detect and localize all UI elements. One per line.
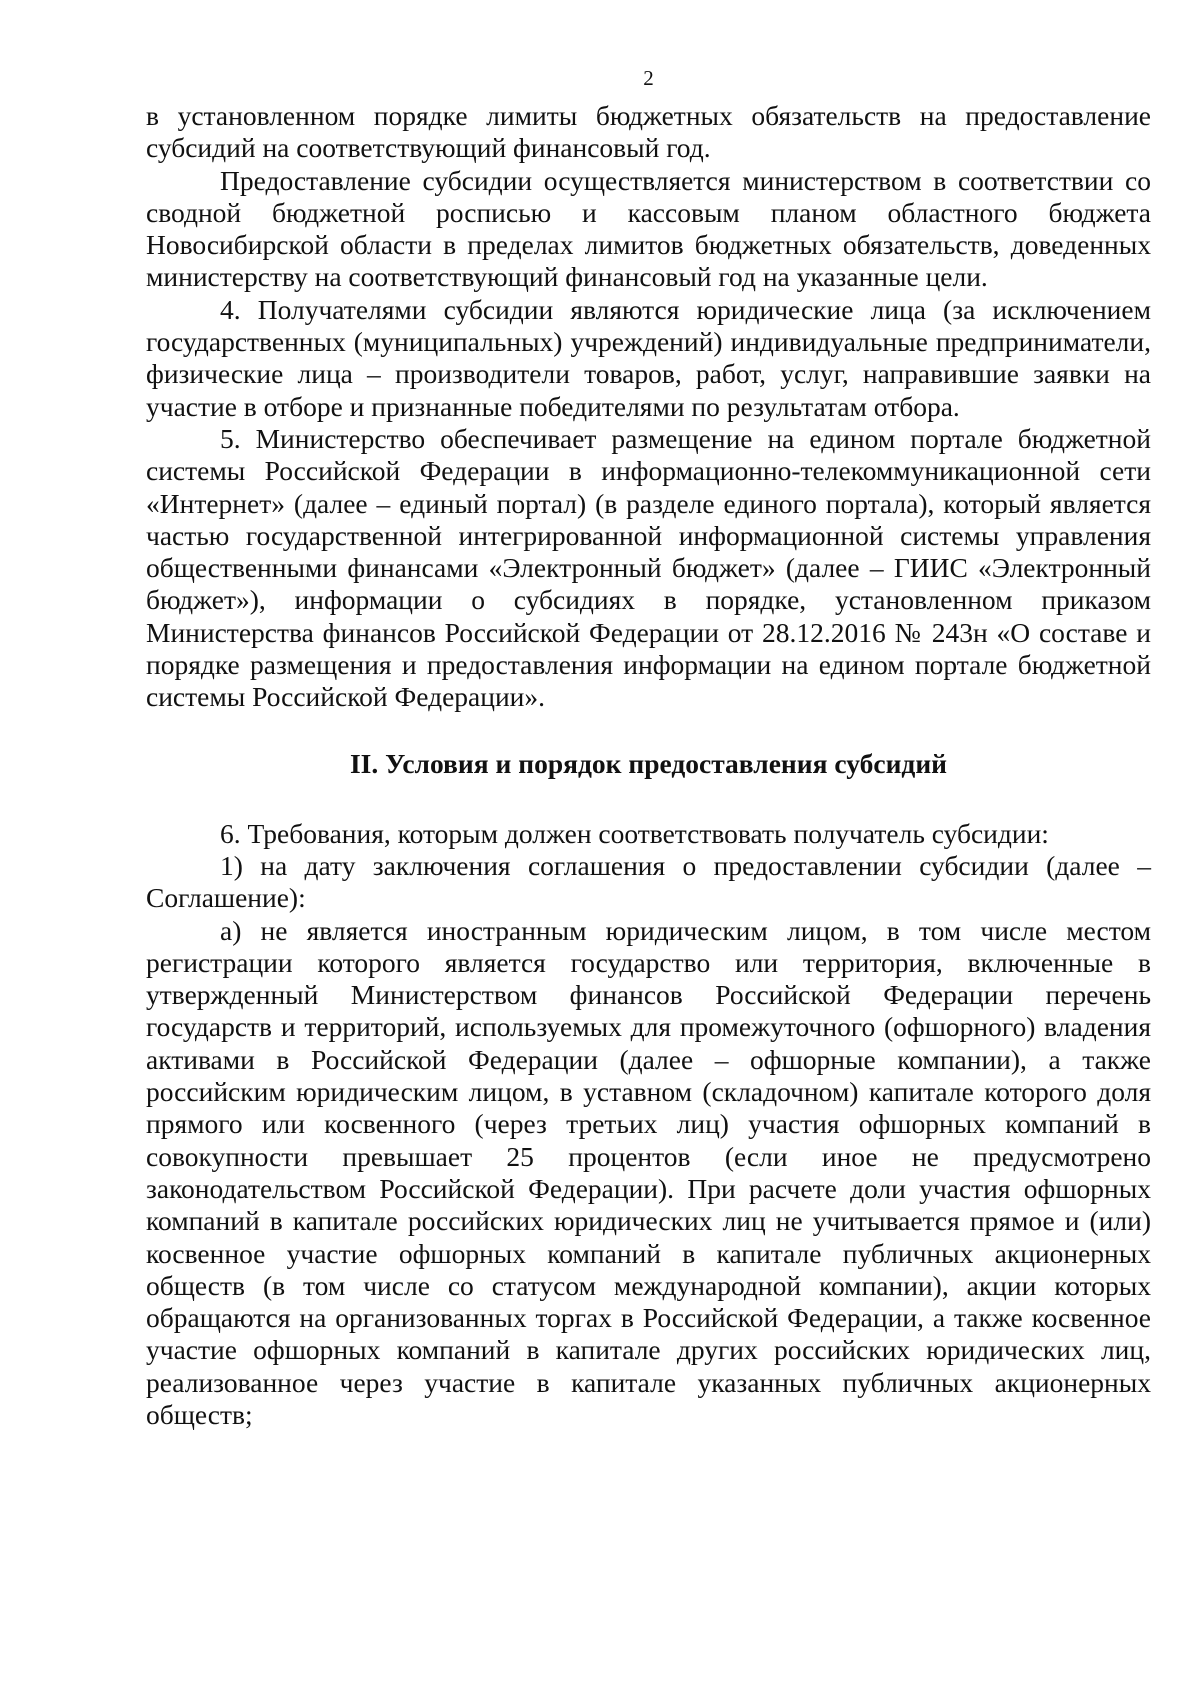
document-page xyxy=(146,66,1151,1431)
paragraph-subitem-1: 1) на дату заключения соглашения о предоставлении субсидии (далее – Соглашение): xyxy=(146,849,1151,914)
page-number: 2 xyxy=(643,66,654,90)
paragraph-item-4: 4. Получателями субсидии являются юридические лица (за исключением государственных (муниципальных) учреждений) индивидуальные предприниматели, физические лица – производители товаров, работ, услуг, направившие заявки на участие в отборе и признанные победителями по результатам отбора. xyxy=(146,293,1151,422)
paragraph-continuation: в установленном порядке лимиты бюджетных обязательств на предоставление субсидий на соответствующий финансовый год. xyxy=(146,100,1151,164)
paragraph-subsidy-provision: Предоставление субсидии осуществляется министерством в соответствии со сводной бюджетной росписью и кассовым планом областного бюджета Новосибирской области в пределах лимитов бюджетных обязательств, доведенных министерству на соответствующий финансовый год на указанные цели. xyxy=(146,164,1151,293)
section-title: II. Условия и порядок предоставления субсидий xyxy=(349,747,948,779)
paragraph-item-6: 6. Требования, которым должен соответствовать получатель субсидии: xyxy=(220,817,1049,849)
paragraph-subitem-a: а) не является иностранным юридическим лицом, в том числе местом регистрации которого является государство или территория, включенные в утвержденный Министерством финансов Российской Федерации перечень государств и территорий, используемых для промежуточного (офшорного) владения активами в Российской Федерации (далее – офшорные компании), а также российским юридическим лицом, в уставном (складочном) капитале которого доля прямого или косвенного (через третьих лиц) участия офшорных компаний в совокупности превышает 25 процентов (если иное не предусмотрено законодательством Российской Федерации). При расчете доли участия офшорных компаний в капитале российских юридических лиц не учитывается прямое и (или) косвенное участие офшорных компаний в капитале публичных акционерных обществ (в том числе со статусом международной компании), акции которых обращаются на организованных торгах в Российской Федерации, а также косвенное участие офшорных компаний в капитале других российских юридических лиц, реализованное через участие в капитале указанных публичных акционерных обществ; xyxy=(146,914,1151,1430)
paragraph-item-5: 5. Министерство обеспечивает размещение на едином портале бюджетной системы Российской Федерации в информационно-телекоммуникационной сети «Интернет» (далее – единый портал) (в разделе единого портала), который является частью государственной интегрированной информационной системы управления общественными финансами «Электронный бюджет» (далее – ГИИС «Электронный бюджет»), информации о субсидиях в порядке, установленном приказом Министерства финансов Российской Федерации от 28.12.2016 № 243н «О составе и порядке размещения и предоставления информации на едином портале бюджетной системы Российской Федерации». xyxy=(146,422,1151,713)
